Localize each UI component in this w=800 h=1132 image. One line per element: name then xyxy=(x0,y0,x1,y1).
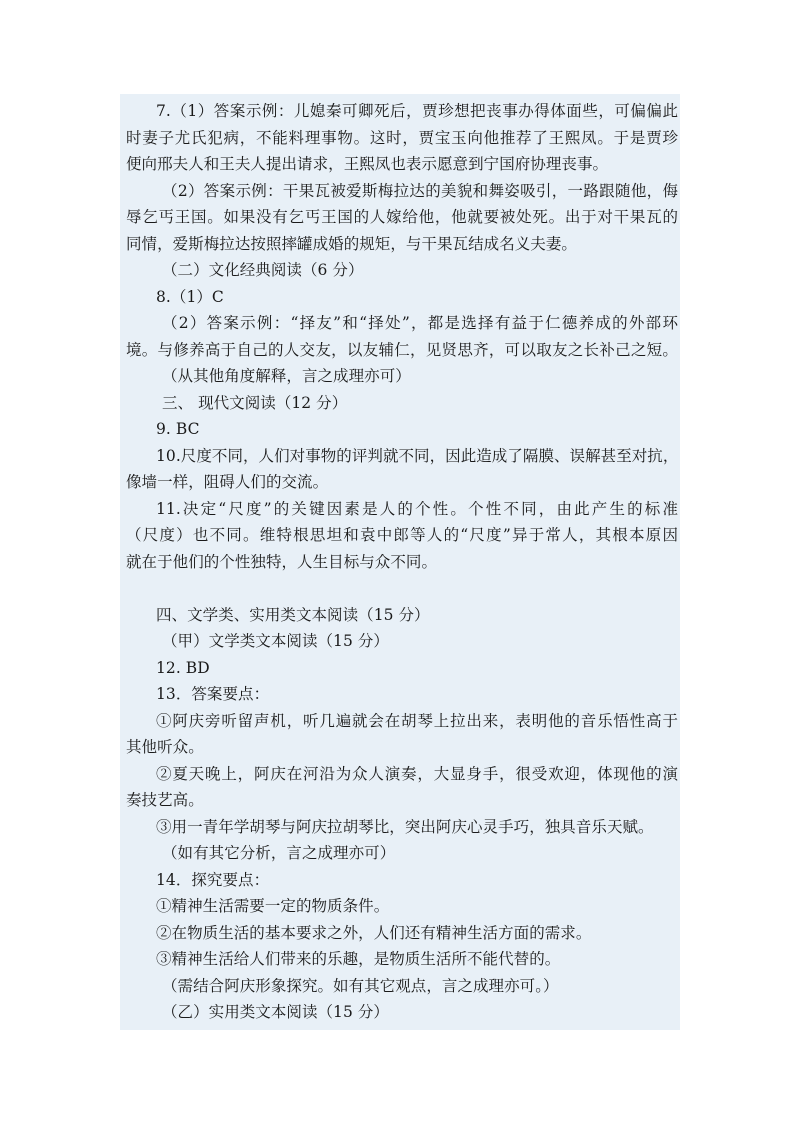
blank-line xyxy=(120,575,680,602)
text-line: 9. BC xyxy=(156,420,200,438)
text-line: 10.尺度不同，人们对事物的评判就不同，因此造成了隔膜、误解甚至对抗， xyxy=(156,446,679,465)
text-line: 就在于他们的个性独特，人生目标与众不同。 xyxy=(126,552,438,571)
text-line: 11.决定“尺度”的关键因素是人的个性。个性不同，由此产生的标准 xyxy=(156,499,678,518)
text-line: ②在物质生活的基本要求之外，人们还有精神生活方面的需求。 xyxy=(156,923,592,942)
text-line: 12. BD xyxy=(156,658,210,677)
text-body xyxy=(120,98,680,1026)
text-line: （尺度）也不同。维特根思坦和袁中郎等人的“尺度”异于常人，其根本原因 xyxy=(126,526,678,544)
text-line: 13．答案要点： xyxy=(156,685,270,703)
text-line: （2）答案示例：干果瓦被爱斯梅拉达的美貌和舞姿吸引，一路跟随他，侮 xyxy=(162,181,678,200)
text-line: 14．探究要点： xyxy=(156,870,270,889)
text-line: 奏技艺高。 xyxy=(126,791,204,809)
text-line: 7.（1）答案示例：儿媳秦可卿死后，贾珍想把丧事办得体面些，可偏偏此 xyxy=(156,102,678,120)
text-line: 时妻子尤氏犯病，不能料理事物。这时，贾宝玉向他推荐了王熙凤。于是贾珍 xyxy=(126,128,678,147)
section-heading: 三、 现代文阅读（12 分） xyxy=(162,393,348,412)
text-line: （如有其它分析，言之成理亦可） xyxy=(162,844,396,862)
text-line: （2）答案示例：“择友”和“择处”，都是选择有益于仁德养成的外部环 xyxy=(162,314,678,332)
text-line: 境。与修养高于自己的人交友，以友辅仁，见贤思齐，可以取友之长补己之短。 xyxy=(126,340,678,359)
text-line: 同情，爱斯梅拉达按照摔罐成婚的规矩，与干果瓦结成名义夫妻。 xyxy=(126,234,577,253)
text-line: ③精神生活给人们带来的乐趣，是物质生活所不能代替的。 xyxy=(156,950,561,968)
text-line: 便向邢夫人和王夫人提出请求，王熙凤也表示愿意到宁国府协理丧事。 xyxy=(126,155,609,173)
section-heading: （二）文化经典阅读（6 分） xyxy=(162,261,364,279)
section-heading: 四、文学类、实用类文本阅读（15 分） xyxy=(156,605,430,624)
document-page xyxy=(120,94,680,1030)
text-line: （需结合阿庆形象探究。如有其它观点，言之成理亦可。） xyxy=(162,976,559,995)
text-line: ①精神生活需要一定的物质条件。 xyxy=(156,897,390,915)
text-line: 8.（1）C xyxy=(156,287,224,306)
text-line: 辱乞丐王国。如果没有乞丐王国的人嫁给他，他就要被处死。出于对干果瓦的 xyxy=(126,208,678,226)
text-line: （从其他角度解释，言之成理亦可） xyxy=(162,367,411,385)
text-line: ③用一青年学胡琴与阿庆拉胡琴比，突出阿庆心灵手巧，独具音乐天赋。 xyxy=(156,817,654,836)
subsection-heading: （乙）实用类文本阅读（15 分） xyxy=(162,1003,389,1021)
text-line: 像墙一样，阻碍人们的交流。 xyxy=(126,473,329,491)
text-line: ②夏天晚上，阿庆在河沿为众人演奏，大显身手，很受欢迎，体现他的演 xyxy=(156,764,678,783)
text-line: 其他听众。 xyxy=(126,738,204,756)
text-line: ①阿庆旁听留声机，听几遍就会在胡琴上拉出来，表明他的音乐悟性高于 xyxy=(156,711,678,730)
subsection-heading: （甲）文学类文本阅读（15 分） xyxy=(162,632,389,650)
